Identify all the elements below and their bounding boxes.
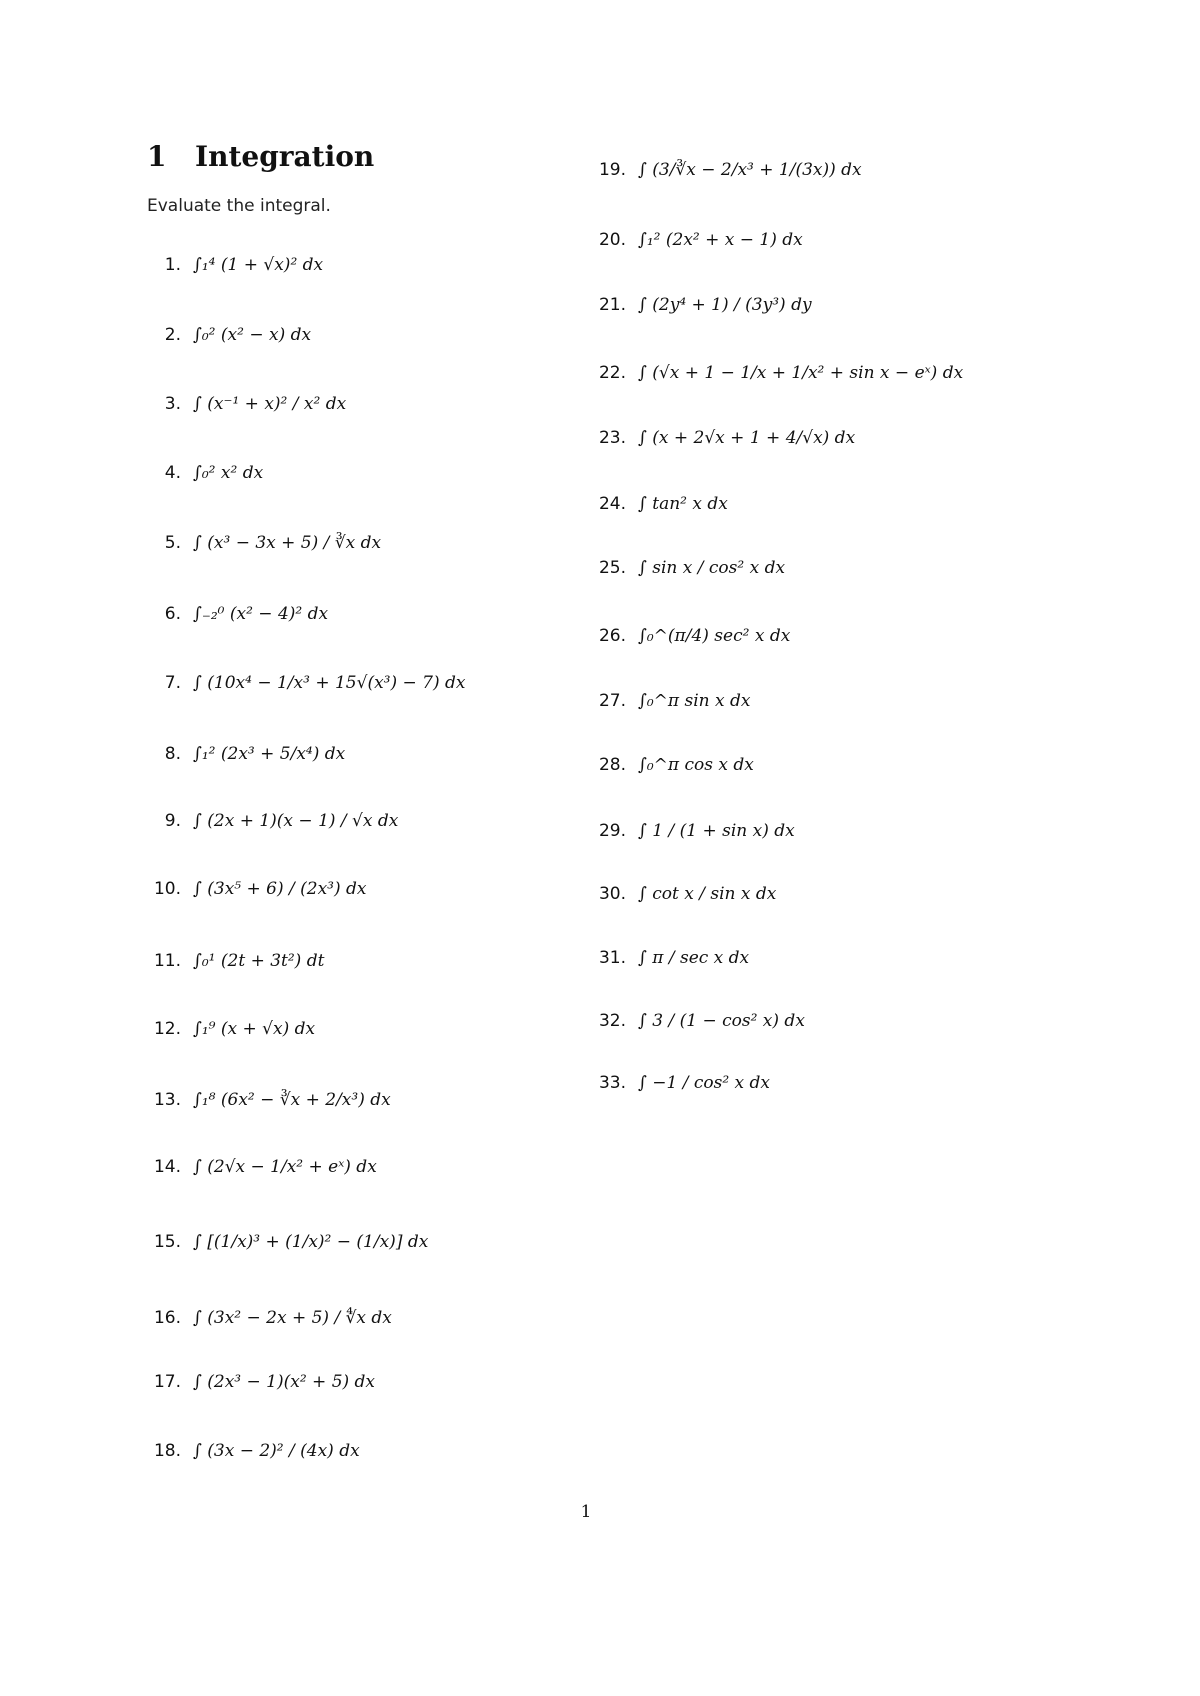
- problem-item: [590, 349, 963, 397]
- problem-number: 2.: [164, 325, 181, 345]
- problem-expression: ∫ (2x³ − 1)(x² + 5) dx: [193, 1372, 376, 1392]
- problem-number: 26.: [598, 626, 626, 646]
- problem-expression: ∫₁² (2x³ + 5/x⁴) dx: [193, 744, 346, 764]
- problem-expression: ∫ (2y⁴ + 1) / (3y³) dy: [638, 295, 812, 315]
- instructions: Evaluate the integral.: [147, 196, 331, 216]
- problem-item: [145, 380, 346, 428]
- problem-number: 29.: [598, 821, 626, 841]
- problem-number: 28.: [598, 755, 626, 775]
- problem-item: [145, 449, 263, 497]
- problem-number: 24.: [598, 494, 626, 514]
- problem-item: [145, 1143, 377, 1191]
- problem-expression: ∫ (√x + 1 − 1/x + 1/x² + sin x − eˣ) dx: [638, 363, 964, 383]
- problem-item: [145, 241, 323, 289]
- problem-item: [145, 730, 345, 778]
- problem-number: 15.: [153, 1232, 181, 1252]
- problem-number: 19.: [598, 160, 626, 180]
- problem-number: 31.: [598, 948, 626, 968]
- problem-item: [590, 677, 750, 725]
- problem-expression: ∫ (3x⁵ + 6) / (2x³) dx: [193, 879, 367, 899]
- problem-number: 5.: [164, 533, 181, 553]
- problem-expression: ∫₀² (x² − x) dx: [193, 325, 312, 345]
- problem-number: 25.: [598, 558, 626, 578]
- problem-item: [590, 544, 785, 592]
- problem-expression: ∫ (2√x − 1/x² + eˣ) dx: [193, 1157, 377, 1177]
- problem-expression: ∫ cot x / sin x dx: [638, 884, 777, 904]
- problem-item: [145, 865, 367, 913]
- problem-expression: ∫ sin x / cos² x dx: [638, 558, 786, 578]
- problem-expression: ∫₀^π sin x dx: [638, 691, 751, 711]
- problem-expression: ∫ [(1/x)³ + (1/x)² − (1/x)] dx: [193, 1232, 429, 1252]
- problem-expression: ∫ (2x + 1)(x − 1) / √x dx: [193, 811, 399, 831]
- problem-item: [590, 480, 728, 528]
- problem-expression: ∫ 3 / (1 − cos² x) dx: [638, 1011, 805, 1031]
- problem-expression: ∫ −1 / cos² x dx: [638, 1073, 771, 1093]
- problem-item: [590, 414, 855, 462]
- problem-number: 27.: [598, 691, 626, 711]
- problem-expression: ∫₁⁹ (x + √x) dx: [193, 1019, 316, 1039]
- problem-item: [145, 311, 311, 359]
- problem-item: [145, 937, 324, 985]
- problem-number: 32.: [598, 1011, 626, 1031]
- problem-number: 10.: [153, 879, 181, 899]
- problem-item: [590, 281, 812, 329]
- problem-expression: ∫₁⁸ (6x² − ∛x + 2/x³) dx: [193, 1090, 391, 1110]
- problem-expression: ∫ (3/∛x − 2/x³ + 1/(3x)) dx: [638, 160, 862, 180]
- problem-number: 7.: [164, 673, 181, 693]
- problem-expression: ∫ π / sec x dx: [638, 948, 750, 968]
- problem-item: [590, 216, 803, 264]
- problem-item: [590, 807, 795, 855]
- problem-number: 6.: [164, 604, 181, 624]
- problem-expression: ∫ (3x − 2)² / (4x) dx: [193, 1441, 360, 1461]
- problem-number: 23.: [598, 428, 626, 448]
- problem-number: 33.: [598, 1073, 626, 1093]
- problem-expression: ∫₀^(π/4) sec² x dx: [638, 626, 791, 646]
- problem-number: 30.: [598, 884, 626, 904]
- problem-expression: ∫₀^π cos x dx: [638, 755, 754, 775]
- problem-item: [145, 590, 328, 638]
- problem-item: [145, 1005, 315, 1053]
- problem-item: [590, 934, 749, 982]
- problem-number: 11.: [153, 951, 181, 971]
- problem-number: 16.: [153, 1308, 181, 1328]
- problem-item: [145, 1427, 360, 1475]
- problem-expression: ∫ (x⁻¹ + x)² / x² dx: [193, 394, 347, 414]
- problem-number: 4.: [164, 463, 181, 483]
- problem-expression: ∫₀¹ (2t + 3t²) dt: [193, 951, 325, 971]
- problem-item: [145, 1294, 392, 1342]
- problem-expression: ∫ (10x⁴ − 1/x³ + 15√(x³) − 7) dx: [193, 673, 466, 693]
- problem-item: [145, 1218, 428, 1266]
- problem-number: 12.: [153, 1019, 181, 1039]
- section-heading: [147, 140, 374, 173]
- problem-number: 3.: [164, 394, 181, 414]
- problem-item: [145, 1076, 391, 1124]
- problem-expression: ∫ (x + 2√x + 1 + 4/√x) dx: [638, 428, 856, 448]
- problem-number: 8.: [164, 744, 181, 764]
- problem-number: 14.: [153, 1157, 181, 1177]
- problem-item: [590, 997, 805, 1045]
- problem-expression: ∫ tan² x dx: [638, 494, 728, 514]
- problem-expression: ∫ (3x² − 2x + 5) / ∜x dx: [193, 1308, 392, 1328]
- problem-expression: ∫ (x³ − 3x + 5) / ∛x dx: [193, 533, 382, 553]
- problem-item: [590, 741, 754, 789]
- problem-number: 18.: [153, 1441, 181, 1461]
- problem-expression: ∫ 1 / (1 + sin x) dx: [638, 821, 795, 841]
- problem-expression: ∫₁² (2x² + x − 1) dx: [638, 230, 803, 250]
- problem-number: 21.: [598, 295, 626, 315]
- problem-item: [145, 659, 465, 707]
- section-number: 1: [147, 140, 167, 173]
- page-number: 1: [580, 1502, 592, 1522]
- problem-number: 22.: [598, 363, 626, 383]
- problem-expression: ∫₁⁴ (1 + √x)² dx: [193, 255, 324, 275]
- problem-expression: ∫₋₂⁰ (x² − 4)² dx: [193, 604, 329, 624]
- problem-item: [590, 612, 790, 660]
- problem-item: [590, 146, 862, 194]
- problem-number: 20.: [598, 230, 626, 250]
- problem-number: 13.: [153, 1090, 181, 1110]
- problem-number: 9.: [164, 811, 181, 831]
- problem-number: 1.: [164, 255, 181, 275]
- problem-expression: ∫₀² x² dx: [193, 463, 264, 483]
- problem-item: [590, 870, 776, 918]
- problem-item: [145, 519, 381, 567]
- problem-item: [590, 1059, 770, 1107]
- section-title: Integration: [195, 140, 375, 173]
- problem-number: 17.: [153, 1372, 181, 1392]
- problem-item: [145, 797, 398, 845]
- problem-item: [145, 1358, 375, 1406]
